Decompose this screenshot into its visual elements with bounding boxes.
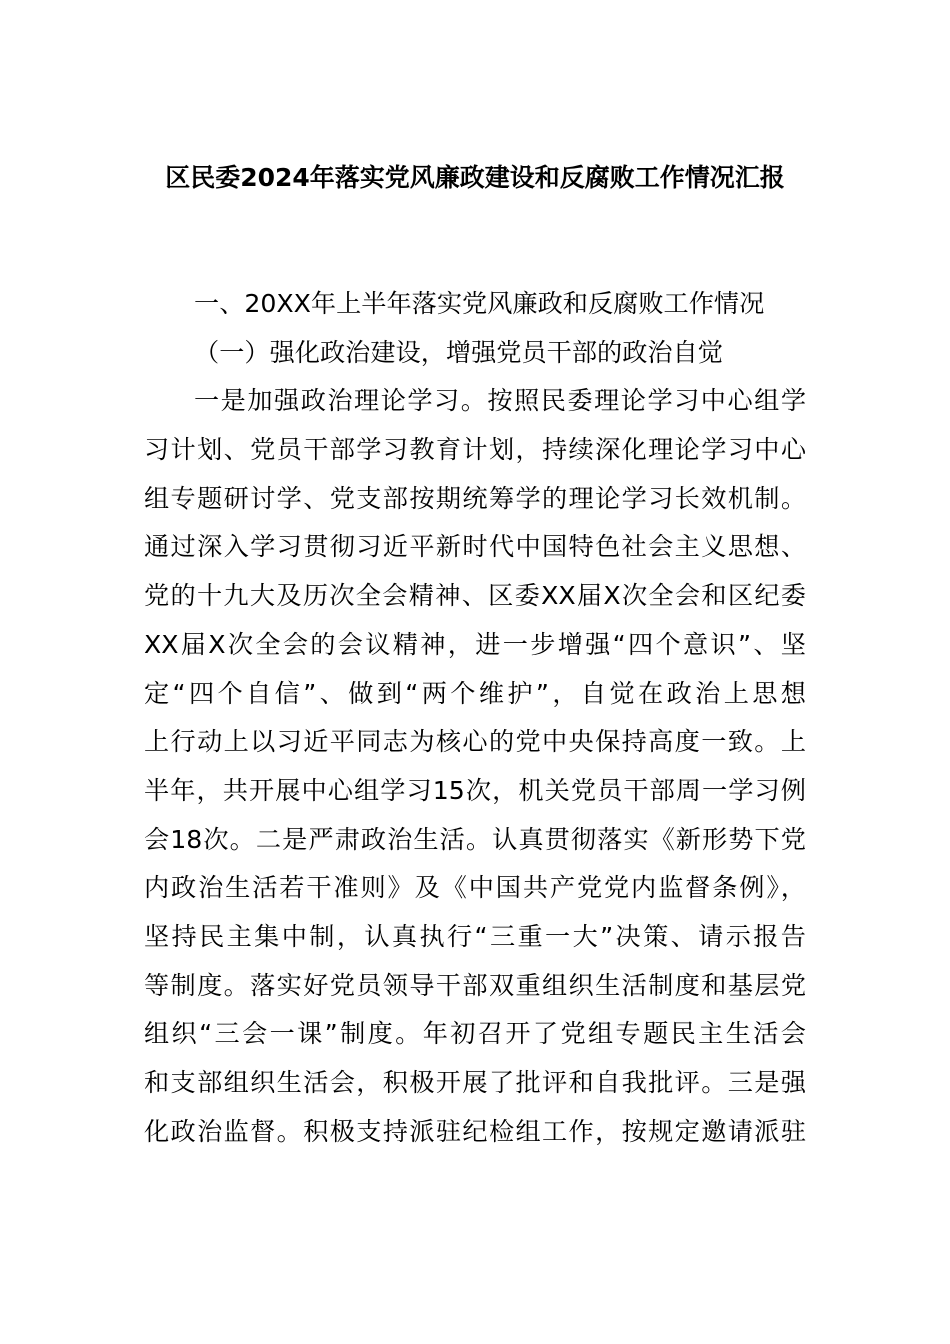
subsection-heading: （一）强化政治建设，增强党员干部的政治自觉	[194, 337, 723, 367]
paragraph-line: 坚持民主集中制，认真执行“三重一大”决策、请示报告	[144, 921, 806, 951]
paragraph-line: 上行动上以习近平同志为核心的党中央保持高度一致。上	[144, 727, 806, 757]
paragraph-line: 会18次。二是严肃政治生活。认真贯彻落实《新形势下党	[144, 824, 806, 854]
paragraph-line: 定“四个自信”、做到“两个维护”，自觉在政治上思想	[144, 678, 806, 708]
paragraph-line: 一是加强政治理论学习。按照民委理论学习中心组学	[194, 386, 806, 416]
paragraph-line: 化政治监督。积极支持派驻纪检组工作，按规定邀请派驻	[144, 1116, 806, 1146]
paragraph-line: 习计划、党员干部学习教育计划，持续深化理论学习中心	[144, 435, 806, 465]
paragraph-line: 党的十九大及历次全会精神、区委XX届X次全会和区纪委	[144, 581, 806, 611]
paragraph-line: 通过深入学习贯彻习近平新时代中国特色社会主义思想、	[144, 532, 806, 562]
paragraph-line: 和支部组织生活会，积极开展了批评和自我批评。三是强	[144, 1068, 806, 1097]
paragraph-line: 组织“三会一课”制度。年初召开了党组专题民主生活会	[144, 1019, 806, 1049]
paragraph-line: XX届X次全会的会议精神，进一步增强“四个意识”、坚	[144, 629, 806, 659]
paragraph-line: 组专题研讨学、党支部按期统筹学的理论学习长效机制。	[144, 483, 806, 513]
paragraph-line: 等制度。落实好党员领导干部双重组织生活制度和基层党	[144, 970, 806, 1000]
section-heading: 一、20XX年上半年落实党风廉政和反腐败工作情况	[194, 289, 765, 318]
paragraph-line: 半年，共开展中心组学习15次，机关党员干部周一学习例	[144, 775, 806, 805]
document-body	[144, 280, 806, 1156]
document-title: 区民委2024年落实党风廉政建设和反腐败工作情况汇报	[165, 163, 785, 192]
paragraph-line: 内政治生活若干准则》及《中国共产党党内监督条例》，	[144, 873, 806, 903]
